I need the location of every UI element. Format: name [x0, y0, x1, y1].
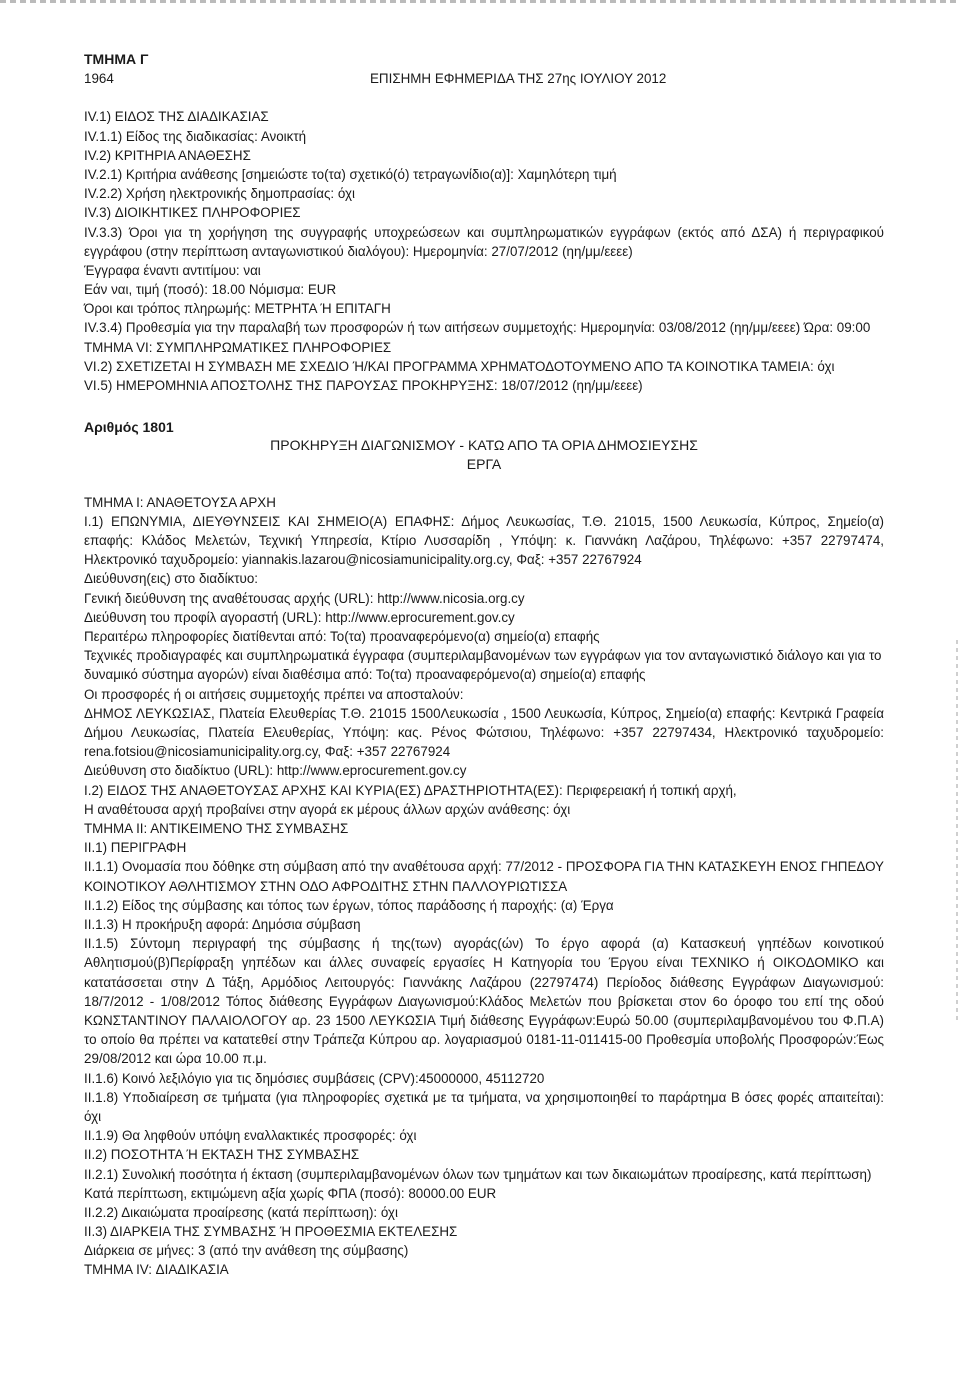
text-line: Εάν ναι, τιμή (ποσό): 18.00 Νόμισμα: EUR	[84, 282, 337, 298]
text-line: IV.1) ΕΙΔΟΣ ΤΗΣ ΔΙΑΔΙΚΑΣΙΑΣ	[84, 109, 269, 125]
paragraph-vi-2: VI.2) ΣΧΕΤΙΖΕΤΑΙ Η ΣΥΜΒΑΣΗ ΜΕ ΣΧΕΔΙΟ Ή/ΚΑΙ ΠΡΟΓΡΑΜΜΑ ΧΡΗΜΑΤΟΔΟΤΟΥΜΕΝΟ ΑΠΟ ΤΑ ΚΟΙΝΟΤΙΚΑ ΤΑΜΕΙΑ: όχι	[84, 358, 835, 374]
paragraph-ii-2-1: ΙΙ.2.1) Συνολική ποσότητα ή έκταση (συμπεριλαμβανομένων όλων των τμημάτων και των δικαιωμάτων προαίρεσης, κατά περίπτωση)	[84, 1166, 872, 1182]
gazette-page	[84, 50, 884, 1280]
paragraph-i-2: Ι.2) ΕΙΔΟΣ ΤΗΣ ΑΝΑΘΕΤΟΥΣΑΣ ΑΡΧΗΣ ΚΑΙ ΚΥΡΙΑ(ΕΣ) ΔΡΑΣΤΗΡΙΟΤΗΤΑ(ΕΣ): Περιφερειακή ή τοπική αρχή,	[84, 782, 737, 798]
subsection-heading: ΙΙ.1) ΠΕΡΙΓΡΑΦΗ	[84, 840, 187, 856]
paragraph-ii-1-8: ΙΙ.1.8) Υποδιαίρεση σε τμήματα (για πληροφορίες σχετικά με τα τμήματα, να χρησιμοποιηθεί το παράρτημα Β όσες φορές απαιτείται): όχι	[84, 1089, 884, 1124]
gazette-title: ΕΠΙΣΗΜΗ ΕΦΗΜΕΡΙΔΑ ΤΗΣ 27ης ΙΟΥΛΙΟΥ 2012	[370, 71, 667, 87]
text-line: Διεύθυνση στο διαδίκτυο (URL): http://www.eprocurement.gov.cy	[84, 763, 467, 779]
text-line: ΙΙ.1.6) Κοινό λεξιλόγιο για τις δημόσιες συμβάσεις (CPV):45000000, 45112720	[84, 1070, 545, 1086]
subsection-heading: ΙΙ.2) ΠΟΣΟΤΗΤΑ Ή ΕΚΤΑΣΗ ΤΗΣ ΣΥΜΒΑΣΗΣ	[84, 1147, 360, 1163]
subsection-heading: ΙΙ.3) ΔΙΑΡΚΕΙΑ ΤΗΣ ΣΥΜΒΑΣΗΣ Ή ΠΡΟΘΕΣΜΙΑ ΕΚΤΕΛΕΣΗΣ	[84, 1224, 458, 1240]
page-header	[84, 69, 884, 88]
previous-notice-tail	[84, 107, 884, 395]
text-line: IV.3) ΔΙΟΙΚΗΤΙΚΕΣ ΠΛΗΡΟΦΟΡΙΕΣ	[84, 205, 301, 221]
text-line: Όροι και τρόπος πληρωμής: ΜΕΤΡΗΤΑ Ή ΕΠΙΤΑΓΗ	[84, 301, 391, 317]
paragraph-iv-3-4: IV.3.4) Προθεσμία για την παραλαβή των προσφορών ή των αιτήσεων συμμετοχής: Ημερομηνία: 03/08/2012 (ηη/μμ/εεεε) Ώρα: 09:00	[84, 320, 871, 336]
paragraph-tech-specs: Τεχνικές προδιαγραφές και συμπληρωματικά έγγραφα (συμπεριλαμβανομένων των εγγράφων για τον ανταγωνιστικό διάλογο και για το δυναμικό σύστημα αγορών) είναι διαθέσιμα από: Το(τα) προαναφερόμενο(α) σημείο(α) επαφής	[84, 648, 882, 683]
text-line: IV.1.1) Είδος της διαδικασίας: Ανοικτή	[84, 128, 307, 144]
paragraph-iv-3-3: IV.3.3) Όροι για τη χορήγηση της συγγραφής υποχρεώσεων και συμπληρωματικών εγγράφων (εκτός από ΔΣΑ) ή περιγραφικού εγγράφου (στην περίπτωση ανταγωνιστικού διαλόγου): Ημερομηνία: 27/07/2012 (ηη/μμ/εεεε)	[84, 224, 884, 259]
notice-title: ΠΡΟΚΗΡΥΞΗ ΔΙΑΓΩΝΙΣΜΟΥ - ΚΑΤΩ ΑΠΟ ΤΑ ΟΡΙΑ ΔΗΜΟΣΙΕΥΣΗΣ	[270, 437, 698, 454]
scan-top-edge	[0, 0, 960, 3]
text-line: ΙΙ.2.2) Δικαιώματα προαίρεσης (κατά περίπτωση): όχι	[84, 1204, 398, 1220]
paragraph-vi-5: VI.5) ΗΜΕΡΟΜΗΝΙΑ ΑΠΟΣΤΟΛΗΣ ΤΗΣ ΠΑΡΟΥΣΑΣ ΠΡΟΚΗΡΥΞΗΣ: 18/07/2012 (ηη/μμ/εεεε)	[84, 378, 643, 394]
notice-number: Αριθμός 1801	[84, 419, 174, 436]
notice-subtitle: ΕΡΓΑ	[466, 456, 502, 473]
text-line: Η αναθέτουσα αρχή προβαίνει στην αγορά εκ μέρους άλλων αρχών ανάθεσης: όχι	[84, 801, 571, 817]
text-line: Οι προσφορές ή οι αιτήσεις συμμετοχής πρέπει να αποσταλούν:	[84, 686, 464, 702]
text-line: IV.2) ΚΡΙΤΗΡΙΑ ΑΝΑΘΕΣΗΣ	[84, 147, 251, 163]
notice-body	[84, 493, 884, 1280]
text-line: Έγγραφα έναντι αντιτίμου: ναι	[84, 262, 261, 278]
section-label: ΤΜΗΜΑ Γ	[84, 51, 149, 67]
section-heading: ΤΜΗΜΑ VI: ΣΥΜΠΛΗΡΩΜΑΤΙΚΕΣ ΠΛΗΡΟΦΟΡΙΕΣ	[84, 339, 392, 355]
paragraph-i-1: Ι.1) ΕΠΩΝΥΜΙΑ, ΔΙΕΥΘΥΝΣΕΙΣ ΚΑΙ ΣΗΜΕΙΟ(Α) ΕΠΑΦΗΣ: Δήμος Λευκωσίας, Τ.Θ. 21015, 1500 Λευκωσία, Κύπρος, Σημείο(α) επαφής: Κλάδος Μελετών, Τεχνική Υπηρεσία, Κτίριο Λυσσαρίδη , Υπόψη: κ. Γιαννάκη Λαζάρου, Τηλέφωνο: +357 22797474, Ηλεκτρονικό ταχυδρομείο: yiannakis.lazarou@nicosiamunicipality.org.cy, Φαξ: +357 22767924	[84, 513, 884, 568]
text-line: IV.2.2) Χρήση ηλεκτρονικής δημοπρασίας: όχι	[84, 186, 355, 202]
text-line: ΙΙ.1.2) Είδος της σύμβασης και τόπος των έργων, τόπος παράδοσης ή παροχής: (α) Έργα	[84, 897, 614, 913]
text-line: Γενική διεύθυνση της αναθέτουσας αρχής (URL): http://www.nicosia.org.cy	[84, 590, 525, 606]
section-heading: ΤΜΗΜΑ ΙΙ: ΑΝΤΙΚΕΙΜΕΝΟ ΤΗΣ ΣΥΜΒΑΣΗΣ	[84, 820, 349, 836]
paragraph-ii-1-1: ΙΙ.1.1) Ονομασία που δόθηκε στη σύμβαση από την αναθέτουσα αρχή: 77/2012 - ΠΡΟΣΦΟΡΑ ΓΙΑ ΤΗΝ ΚΑΤΑΣΚΕΥΗ ΕΝΟΣ ΓΗΠΕΔΟΥ ΚΟΙΝΟΤΙΚΟΥ ΑΘΛΗΤΙΣΜΟΥ ΣΤΗΝ ΟΔΟ ΑΦΡΟΔΙΤΗΣ ΣΤΗΝ ΠΑΛΛΟΥΡΙΩΤΙΣΣΑ	[84, 859, 884, 894]
text-line: Διεύθυνση του προφίλ αγοραστή (URL): http://www.eprocurement.gov.cy	[84, 609, 515, 625]
text-line: Διεύθυνση(εις) στο διαδίκτυο:	[84, 571, 259, 587]
text-line: Διάρκεια σε μήνες: 3 (από την ανάθεση της σύμβασης)	[84, 1243, 409, 1259]
text-line: Κατά περίπτωση, εκτιμώμενη αξία χωρίς ΦΠΑ (ποσό): 80000.00 EUR	[84, 1185, 497, 1201]
paragraph-address: ΔΗΜΟΣ ΛΕΥΚΩΣΙΑΣ, Πλατεία Ελευθερίας Τ.Θ. 21015 1500Λευκωσία , 1500 Λευκωσία, Κύπρος, Σημείο(α) επαφής: Κεντρικά Γραφεία Δήμου Λευκωσίας, Πλατεία Ελευθερίας, Υπόψη: κας. Ρένος Φώτσιου, Τηλέφωνο: +357 22797434, Ηλεκτρονικό ταχυδρομείο: rena.fotsiou@nicosiamunicipality.org.cy, Φαξ: +357 22767924	[84, 705, 884, 760]
section-heading: ΤΜΗΜΑ IV: ΔΙΑΔΙΚΑΣΙΑ	[84, 1262, 229, 1278]
notice-heading	[84, 418, 884, 474]
text-line: ΙΙ.1.3) Η προκήρυξη αφορά: Δημόσια σύμβαση	[84, 916, 361, 932]
text-line: ΙΙ.1.9) Θα ληφθούν υπόψη εναλλακτικές προσφορές: όχι	[84, 1128, 417, 1144]
paragraph-ii-1-5: ΙΙ.1.5) Σύντομη περιγραφή της σύμβασης ή της(των) αγοράς(ών) Το έργο αφορά (α) Κατασκευή γηπέδων κοινοτικού Αθλητισμού(β)Περίφραξη γηπέδων και άλλες συναφείς εργασίες Η Κατηγορία του Έργου είναι ΤΕΧΝΙΚΟ ή ΟΙΚΟΔΟΜΙΚΟ και κατατάσσεται στην Δ Τάξη, Αρμόδιος Λειτουργός: Γιαννάκης Λαζάρου (22797474) Περίοδος διάθεσης Εγγράφων Διαγωνισμού: 18/7/2012 - 1/08/2012 Τόπος διάθεσης Εγγράφων Διαγωνισμού:Κλάδος Μελετών που βρίσκεται στον 6ο όροφο του επί της οδού ΚΩΝΣΤΑΝΤΙΝΟΥ ΠΑΛΑΙΟΛΟΓΟΥ αρ. 23 1500 ΛΕΥΚΩΣΙΑ Τιμή διάθεσης Εγγράφων:Ευρώ 50.00 (συμπεριλαμβανομένου του Φ.Π.Α) το οποίο θα πρέπει να κατατεθεί στην Τράπεζα Κύπρου αρ. λογαριασμού 0181-11-011415-00 Προθεσμία υποβολής Προσφορών:Έως 29/08/2012 και ώρα 10.00 π.μ.	[84, 936, 884, 1067]
section-heading: ΤΜΗΜΑ Ι: ΑΝΑΘΕΤΟΥΣΑ ΑΡΧΗ	[84, 494, 276, 510]
text-line: IV.2.1) Κριτήρια ανάθεσης [σημειώστε το(τα) σχετικό(ό) τετραγωνίδιο(α)]: Χαμηλότερη τιμή	[84, 166, 617, 182]
scan-right-edge-marks	[956, 640, 958, 1020]
page-number: 1964	[84, 71, 114, 87]
text-line: Περαιτέρω πληροφορίες διατίθενται από: Το(τα) προαναφερόμενο(α) σημείο(α) επαφής	[84, 629, 600, 645]
